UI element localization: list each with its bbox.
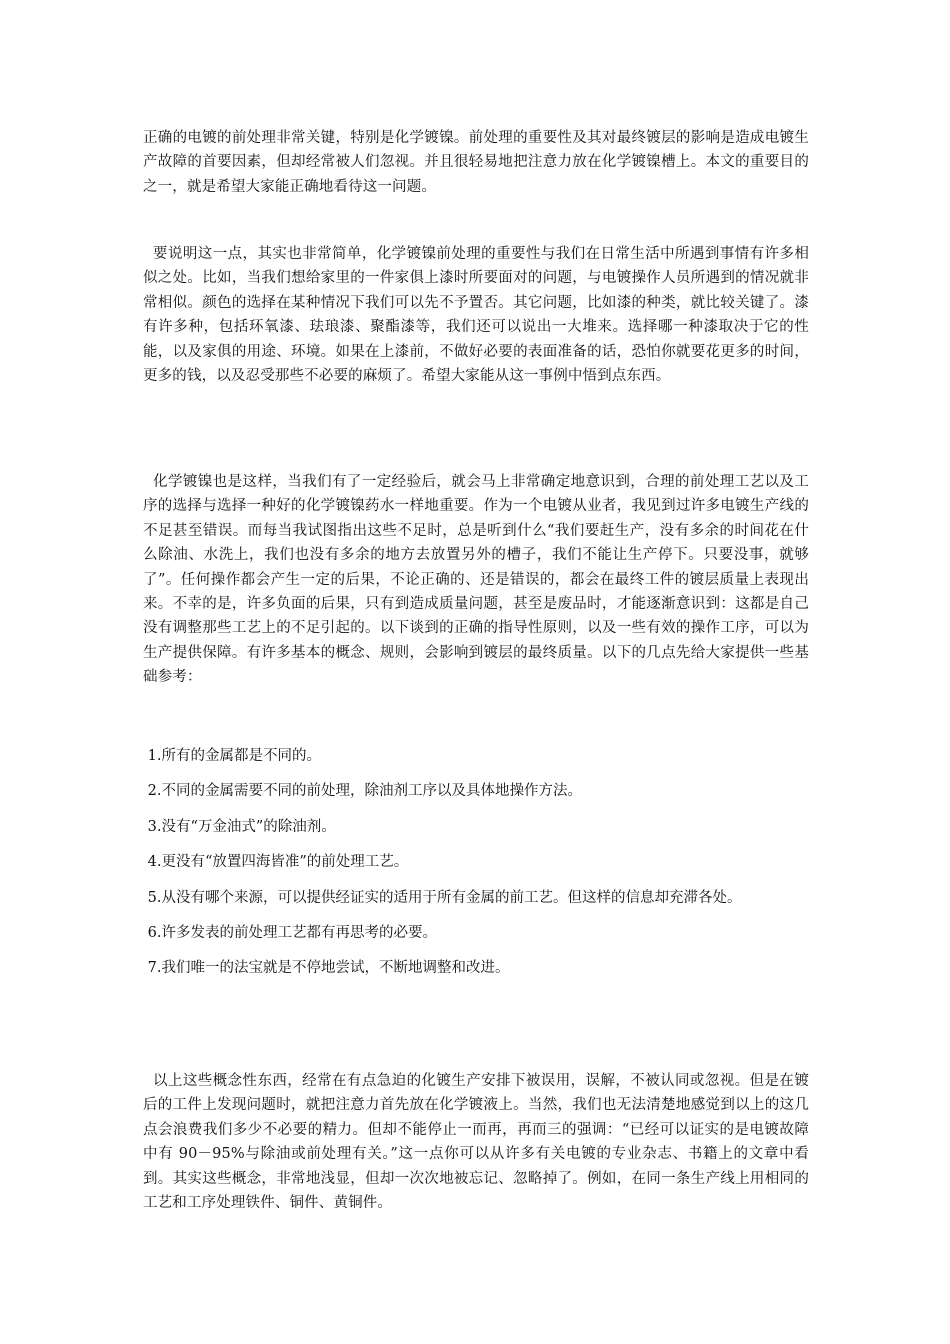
list-item: 3.没有“万金油式”的除油剂。	[143, 818, 336, 835]
principles-list	[143, 744, 809, 992]
list-item: 5.从没有哪个来源，可以提供经证实的适用于所有金属的前工艺。但这样的信息却充滞各处。	[143, 889, 742, 906]
paragraph-intro: 正确的电镀的前处理非常关键，特别是化学镀镍。前处理的重要性及其对最终镀层的影响是造成电镀生产故障的首要因素，但却经常被人们忽视。并且很轻易地把注意力放在化学镀镍槽上。本文的重要目的之一，就是希望大家能正确地看待这一问题。	[143, 130, 809, 195]
list-item: 1.所有的金属都是不同的。	[143, 748, 321, 764]
list-item: 7.我们唯一的法宝就是不停地尝试，不断地调整和改进。	[143, 960, 510, 977]
paragraph-experience: 化学镀镍也是这样，当我们有了一定经验后，就会马上非常确定地意识到，合理的前处理工艺以及工序的选择与选择一种好的化学镀镍药水一样地重要。作为一个电镀从业者，我见到过许多电镀生产线的不足甚至错误。而每当我试图指出这些不足时，总是听到什么“我们要赶生产，没有多余的时间花在什么除油、水洗上，我们也没有多余的地方去放置另外的槽子，我们不能让生产停下。只要没事，就够了”。任何操作都会产生一定的后果，不论正确的、还是错误的，都会在最终工件的镀层质量上表现出来。不幸的是，许多负面的后果，只有到造成质量问题，甚至是废品时，才能逐渐意识到：这都是自己没有调整那些工艺上的不足引起的。以下谈到的正确的指导性原则，以及一些有效的操作工序，可以为生产提供保障。有许多基本的概念、规则，会影响到镀层的最终质量。以下的几点先给大家提供一些基础参考：	[143, 474, 809, 686]
list-item: 6.许多发表的前处理工艺都有再思考的必要。	[143, 925, 437, 942]
list-item: 2.不同的金属需要不同的前处理，除油剂工序以及具体地操作方法。	[143, 783, 582, 800]
paragraph-analogy: 要说明这一点，其实也非常简单，化学镀镍前处理的重要性与我们在日常生活中所遇到事情有许多相似之处。比如，当我们想给家里的一件家俱上漆时所要面对的问题，与电镀操作人员所遇到的情况就非常相似。颜色的选择在某种情况下我们可以先不予置否。其它问题，比如漆的种类，就比较关键了。漆有许多种，包括环氧漆、珐琅漆、聚酯漆等，我们还可以说出一大堆来。选择哪一种漆取决于它的性能，以及家俱的用途、环境。如果在上漆前，不做好必要的表面准备的话，恐怕你就要花更多的时间，更多的钱，以及忍受那些不必要的麻烦了。希望大家能从这一事例中悟到点东西。	[143, 246, 809, 385]
list-item: 4.更没有“放置四海皆准”的前处理工艺。	[143, 854, 409, 871]
paragraph-conclusion: 以上这些概念性东西，经常在有点急迫的化镀生产安排下被误用，误解，不被认同或忽视。但是在镀后的工件上发现问题时，就把注意力首先放在化学镀液上。当然，我们也无法清楚地感觉到以上的这几点会浪费我们多少不必要的精力。但却不能停止一而再，再而三的强调：“已经可以证实的是电镀故障中有 90－95%与除油或前处理有关。”这一点你可以从许多有关电镀的专业杂志、书籍上的文章中看到。其实这些概念，非常地浅显，但却一次次地被忘记、忽略掉了。例如，在同一条生产线上用相同的工艺和工序处理铁件、铜件、黄铜件。	[143, 1073, 809, 1212]
